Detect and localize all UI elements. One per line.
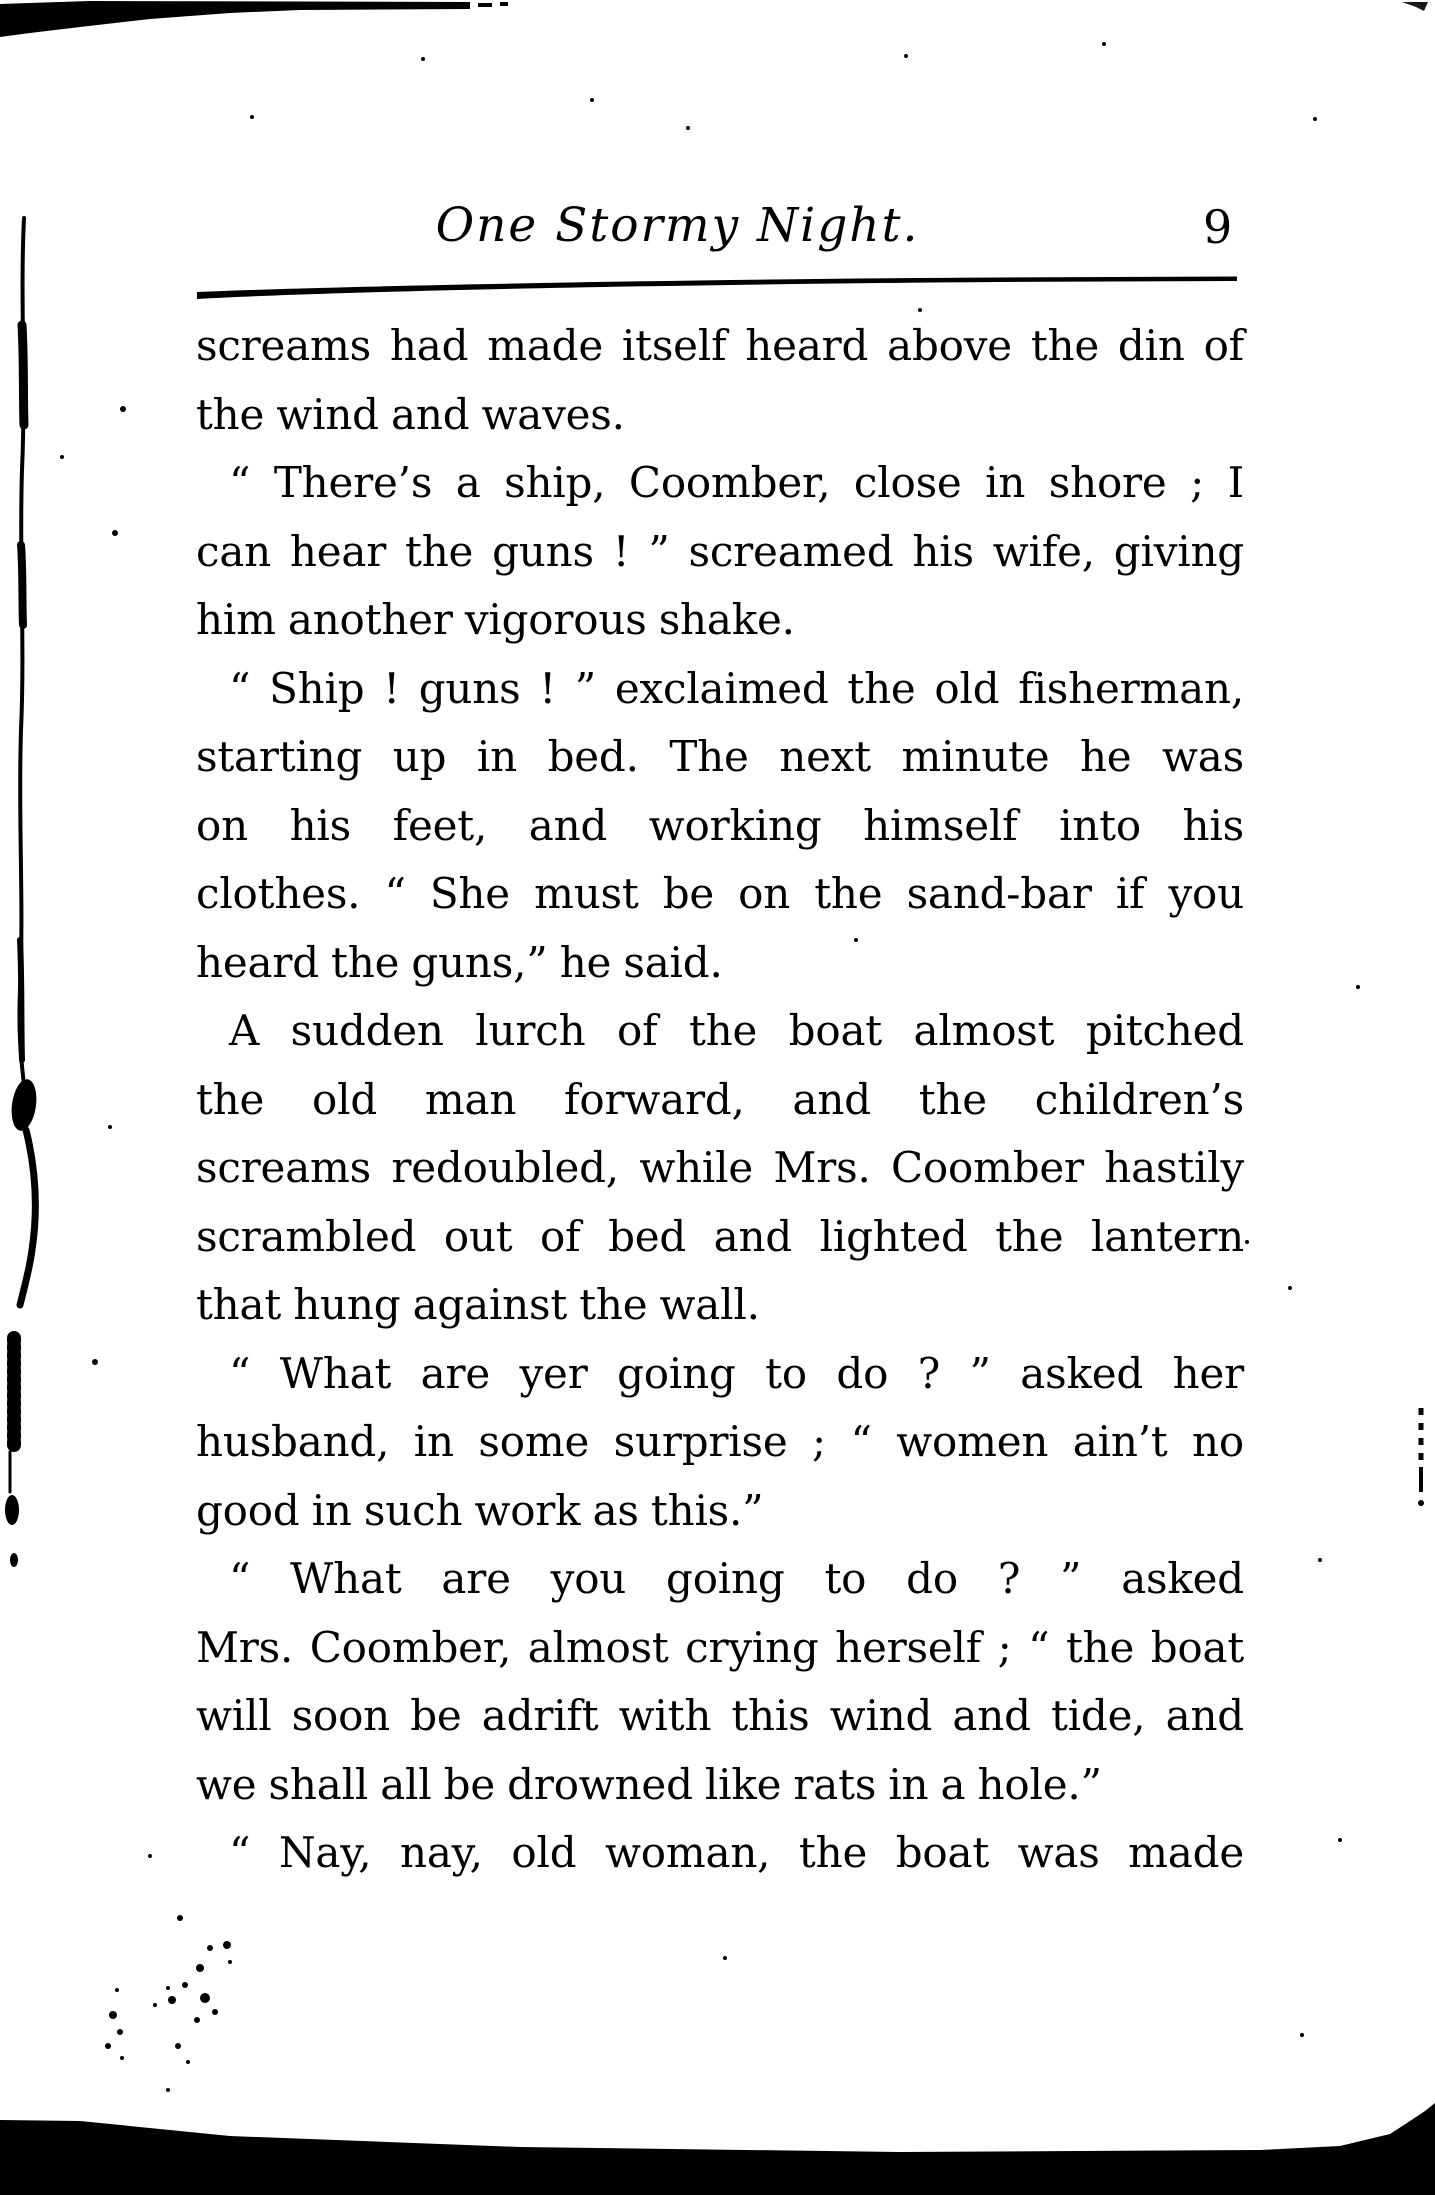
bottom-edge-artifact bbox=[0, 2103, 1435, 2195]
text-line: screams redoubled, while Mrs. Coomber hastily bbox=[196, 1143, 1244, 1192]
text-line: “ There’s a ship, Coomber, close in shore ; I bbox=[229, 458, 1244, 507]
text-line: the wind and waves. bbox=[196, 389, 625, 439]
text-line: good in such work as this.” bbox=[196, 1485, 764, 1535]
text-line: Mrs. Coomber, almost crying herself ; “ the boat bbox=[196, 1622, 1244, 1672]
text-line: A sudden lurch of the boat almost pitched bbox=[229, 1006, 1244, 1055]
text-line: clothes. “ She must be on the sand-bar if you bbox=[196, 869, 1244, 918]
text-line: the old man forward, and the children’s bbox=[196, 1074, 1244, 1124]
text-line: we shall all be drowned like rats in a hole.” bbox=[196, 1759, 1102, 1809]
text-line: “ What are yer going to do ? ” asked her bbox=[229, 1348, 1244, 1398]
text-line: screams had made itself heard above the din of bbox=[196, 321, 1244, 370]
text-line: him another vigorous shake. bbox=[196, 595, 795, 644]
text-line: scrambled out of bed and lighted the lantern bbox=[196, 1211, 1244, 1261]
text-line: on his feet, and working himself into his bbox=[196, 800, 1244, 850]
text-line: “ What are you going to do ? ” asked bbox=[229, 1554, 1244, 1603]
text-line: husband, in some surprise ; “ women ain’t no bbox=[196, 1417, 1244, 1466]
top-edge-artifact bbox=[0, 1, 1428, 37]
text-line: can hear the guns ! ” screamed his wife, giving bbox=[196, 526, 1244, 576]
left-margin-blobs bbox=[5, 1078, 40, 1567]
left-margin-artifact bbox=[10, 218, 35, 1492]
page-number: 9 bbox=[1203, 200, 1233, 254]
text-line: will soon be adrift with this wind and tide, and bbox=[196, 1691, 1244, 1740]
right-margin-artifact bbox=[1418, 1408, 1424, 1506]
running-head-title: One Stormy Night. bbox=[435, 198, 920, 253]
header-rule bbox=[197, 277, 1237, 300]
text-line: “ Ship ! guns ! ” exclaimed the old fisherman, bbox=[229, 663, 1244, 713]
text-line: that hung against the wall. bbox=[196, 1280, 760, 1329]
text-line: “ Nay, nay, old woman, the boat was made bbox=[229, 1828, 1244, 1877]
text-line: heard the guns,” he said. bbox=[196, 937, 723, 987]
text-block bbox=[196, 312, 1244, 1888]
text-line: starting up in bed. The next minute he was bbox=[196, 732, 1244, 781]
